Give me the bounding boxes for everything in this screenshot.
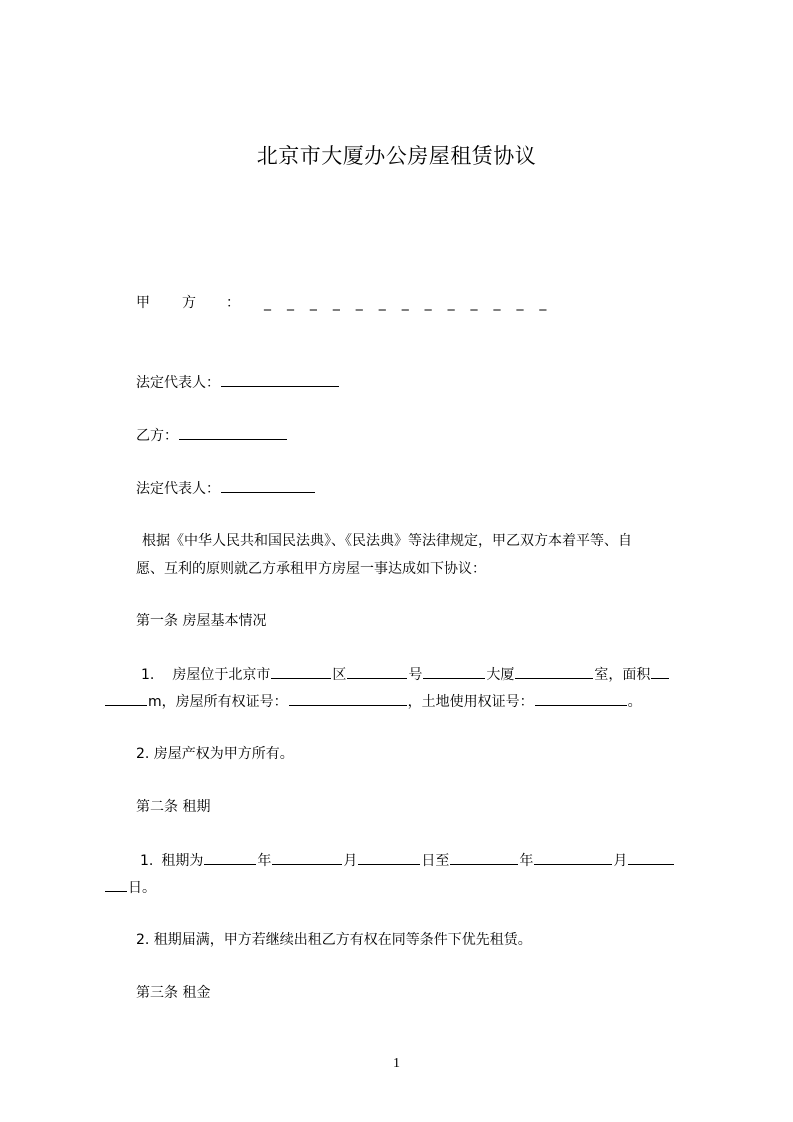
article-1-item-1-text-1: 房屋位于北京市 <box>172 667 271 683</box>
article-1-item-2: 2. 房屋产权为甲方所有。 <box>136 746 294 762</box>
article-2-item-2: 2. 租期届满，甲方若继续出租乙方有权在同等条件下优先租赁。 <box>136 932 532 948</box>
party-a-colon: ： <box>226 295 240 311</box>
end-year-blank[interactable] <box>450 850 518 865</box>
party-b-rep-blank[interactable] <box>221 478 315 493</box>
preamble-line-1: 根据《中华人民共和国民法典》、《民法典》等法律规定，甲乙双方本着平等、自 <box>142 533 632 549</box>
party-a-rep-label: 法定代表人： <box>136 375 220 391</box>
article-1-item-1-text-2: 区 <box>332 667 347 683</box>
start-month-blank[interactable] <box>272 850 342 865</box>
article-2-item-1-line-2 <box>104 877 156 898</box>
number-blank[interactable] <box>423 664 485 679</box>
district-blank[interactable] <box>347 664 407 679</box>
party-a-line <box>136 293 702 313</box>
article-2-item-1-text-2: 年 <box>257 853 272 869</box>
land-cert-blank[interactable] <box>535 691 627 706</box>
building-blank[interactable] <box>515 664 593 679</box>
start-day-blank[interactable] <box>358 850 420 865</box>
end-month-blank[interactable] <box>534 850 612 865</box>
start-year-blank[interactable] <box>204 850 256 865</box>
article-1-item-1-text-8: 。 <box>627 694 642 710</box>
party-b-rep-label: 法定代表人： <box>136 481 220 497</box>
article-1-item-1-line-1 <box>141 664 670 685</box>
page-number: 1 <box>393 1056 400 1071</box>
article-2-item-1-text-6: 月 <box>613 853 628 869</box>
party-a-label-char2: 方 <box>182 295 196 311</box>
article-2-item-1-num: 1. <box>140 853 154 869</box>
party-b-line <box>136 425 288 446</box>
article-2-item-1-text-5: 年 <box>519 853 534 869</box>
article-2-item-1-line-1 <box>140 850 675 871</box>
district-blank-before[interactable] <box>271 664 331 679</box>
article-1-item-1-text-7: ，土地使用权证号： <box>407 694 534 710</box>
article-1-heading: 第一条 房屋基本情况 <box>136 613 267 629</box>
page-title: 北京市大厦办公房屋租赁协议 <box>256 144 537 168</box>
article-2-item-1-text-3: 月 <box>343 853 358 869</box>
article-1-item-1-line-2 <box>104 691 642 712</box>
article-1-item-1-text-4: 大厦 <box>486 667 515 683</box>
party-a-rep-blank[interactable] <box>221 372 339 387</box>
article-1-item-1-text-5: 室，面积 <box>594 667 651 683</box>
article-1-item-1-text-6: m，房屋所有权证号： <box>148 694 288 710</box>
article-2-item-1-text-1: 租期为 <box>161 853 204 869</box>
article-2-item-1-text-7: 日。 <box>128 880 156 896</box>
area-blank-part-1[interactable] <box>651 664 669 679</box>
party-b-blank[interactable] <box>179 425 287 440</box>
article-2-item-1-text-4: 日至 <box>421 853 450 869</box>
area-blank-part-2[interactable] <box>105 691 147 706</box>
party-b-label: 乙方： <box>136 428 178 444</box>
party-a-representative <box>136 372 340 393</box>
party-b-representative <box>136 478 316 499</box>
property-cert-blank[interactable] <box>289 691 407 706</box>
article-1-item-1-text-3: 号 <box>408 667 423 683</box>
party-a-label-char1: 甲 <box>136 295 150 311</box>
article-3-heading: 第三条 租金 <box>136 985 211 1001</box>
article-1-item-1-num: 1. <box>141 667 155 683</box>
end-day-blank-part-2[interactable] <box>105 877 127 892</box>
end-day-blank-part-1[interactable] <box>628 850 674 865</box>
article-2-heading: 第二条 租期 <box>136 799 211 815</box>
party-a-fill[interactable]: _ _ _ _ _ _ _ _ _ _ _ _ _ <box>264 295 547 311</box>
preamble-line-2: 愿、互利的原则就乙方承租甲方房屋一事达成如下协议： <box>136 561 486 577</box>
